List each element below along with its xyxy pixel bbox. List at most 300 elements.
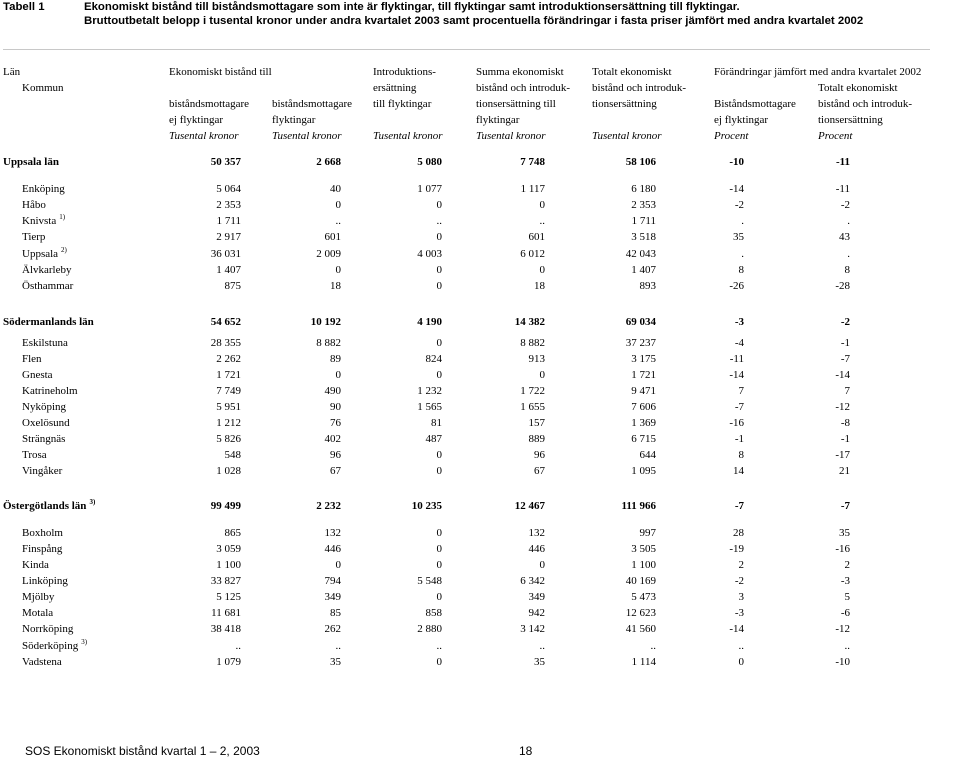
row-name bbox=[22, 214, 65, 229]
cell-col5: 644 bbox=[639, 449, 656, 461]
row-name-text: Norrköping bbox=[22, 623, 74, 635]
cell-col5: 6 715 bbox=[631, 433, 656, 445]
row-name bbox=[22, 558, 49, 572]
row-name-text: Gnesta bbox=[22, 369, 53, 381]
municipality-row bbox=[0, 416, 960, 431]
cell-col6: -10 bbox=[729, 156, 744, 168]
cell-col1: 548 bbox=[224, 449, 241, 461]
cell-col7: -17 bbox=[835, 449, 850, 461]
cell-col3: 0 bbox=[436, 465, 442, 477]
row-name-text: Vadstena bbox=[22, 656, 62, 668]
cell-col5: 893 bbox=[639, 280, 656, 292]
cell-col6: -3 bbox=[734, 607, 744, 619]
cell-col5: 9 471 bbox=[631, 385, 656, 397]
cell-col3: 0 bbox=[436, 280, 442, 292]
footnote-marker: 3) bbox=[89, 498, 96, 506]
cell-col2: 8 882 bbox=[316, 337, 341, 349]
cell-col7: -8 bbox=[840, 417, 850, 429]
cell-col2: .. bbox=[335, 640, 341, 652]
row-name-text: Tierp bbox=[22, 231, 46, 243]
cell-col4: 7 748 bbox=[520, 156, 545, 168]
cell-col2: 601 bbox=[324, 231, 341, 243]
cell-col4: 0 bbox=[539, 199, 545, 211]
col4-unit: Tusental kronor bbox=[476, 130, 546, 142]
cell-col5: 37 237 bbox=[625, 337, 656, 349]
cell-col5: 1 095 bbox=[631, 465, 656, 477]
cell-col4: 12 467 bbox=[514, 500, 545, 512]
cell-col3: 10 235 bbox=[411, 500, 442, 512]
row-name-text: Eskilstuna bbox=[22, 337, 68, 349]
cell-col3: 2 880 bbox=[417, 623, 442, 635]
row-name-text: Östhammar bbox=[22, 280, 74, 292]
cell-col2: 0 bbox=[335, 559, 341, 571]
col7-line1: Totalt ekonomiskt bbox=[818, 82, 898, 94]
cell-col3: 0 bbox=[436, 337, 442, 349]
cell-col1: 2 353 bbox=[216, 199, 241, 211]
cell-col5: 1 711 bbox=[631, 215, 656, 227]
col4-line1: Summa ekonomiskt bbox=[476, 66, 564, 78]
row-name bbox=[22, 400, 66, 414]
cell-col6: -2 bbox=[734, 199, 744, 211]
row-name-text: Linköping bbox=[22, 575, 68, 587]
cell-col7: -6 bbox=[840, 607, 850, 619]
municipality-row bbox=[0, 247, 960, 262]
table-title-line1: Ekonomiskt bistånd till biståndsmottagare som inte är flyktingar, till flyktingar samt introduktionsersättning till flyktingar. bbox=[84, 1, 740, 13]
header-divider bbox=[3, 49, 930, 50]
cell-col2: 2 232 bbox=[316, 500, 341, 512]
col-kommun: Kommun bbox=[22, 82, 64, 94]
cell-col3: 0 bbox=[436, 449, 442, 461]
cell-col5: 1 369 bbox=[631, 417, 656, 429]
cell-col2: 490 bbox=[324, 385, 341, 397]
cell-col5: 111 966 bbox=[621, 500, 656, 512]
cell-col4: 6 012 bbox=[520, 248, 545, 260]
row-name bbox=[22, 263, 71, 277]
cell-col4: 157 bbox=[528, 417, 545, 429]
row-name-text: Motala bbox=[22, 607, 54, 619]
footnote-marker: 1) bbox=[59, 213, 66, 221]
cell-col1: 28 355 bbox=[210, 337, 241, 349]
cell-col4: 1 655 bbox=[520, 401, 545, 413]
cell-col4: 0 bbox=[539, 369, 545, 381]
cell-col7: -1 bbox=[840, 337, 850, 349]
cell-col3: 81 bbox=[431, 417, 442, 429]
cell-col7: -10 bbox=[835, 656, 850, 668]
cell-col2: .. bbox=[335, 215, 341, 227]
cell-col4: 1 722 bbox=[520, 385, 545, 397]
cell-col6: 28 bbox=[733, 527, 744, 539]
cell-col7: -14 bbox=[835, 369, 850, 381]
municipality-row bbox=[0, 352, 960, 367]
col4-line4: flyktingar bbox=[476, 114, 520, 126]
cell-col3: 5 548 bbox=[417, 575, 442, 587]
cell-col1: 1 100 bbox=[216, 559, 241, 571]
col1-unit: Tusental kronor bbox=[169, 130, 239, 142]
cell-col6: 8 bbox=[738, 449, 744, 461]
cell-col1: 5 125 bbox=[216, 591, 241, 603]
row-name bbox=[22, 542, 62, 556]
municipality-row bbox=[0, 622, 960, 637]
row-name bbox=[22, 384, 78, 398]
cell-col5: 5 473 bbox=[631, 591, 656, 603]
row-name bbox=[22, 574, 68, 588]
cell-col2: 0 bbox=[335, 264, 341, 276]
cell-col3: 0 bbox=[436, 543, 442, 555]
cell-col3: 0 bbox=[436, 264, 442, 276]
row-name bbox=[22, 622, 73, 636]
cell-col6: -7 bbox=[734, 401, 744, 413]
cell-col3: 0 bbox=[436, 369, 442, 381]
footer-text: SOS Ekonomiskt bistånd kvartal 1 – 2, 2003 bbox=[25, 744, 260, 758]
cell-col7: -7 bbox=[840, 500, 850, 512]
cell-col4: 132 bbox=[528, 527, 545, 539]
cell-col1: 875 bbox=[224, 280, 241, 292]
col4-line2: bistånd och introduk- bbox=[476, 82, 571, 94]
row-name-text: Enköping bbox=[22, 183, 65, 195]
county-row bbox=[0, 499, 960, 514]
cell-col2: 10 192 bbox=[310, 316, 341, 328]
cell-col7: -11 bbox=[835, 156, 850, 168]
cell-col2: 794 bbox=[324, 575, 341, 587]
cell-col6: -3 bbox=[734, 316, 744, 328]
col5-line3: tionsersättning bbox=[592, 98, 657, 110]
row-name-text: Flen bbox=[22, 353, 42, 365]
cell-col2: 262 bbox=[324, 623, 341, 635]
municipality-row bbox=[0, 214, 960, 229]
cell-col7: 8 bbox=[844, 264, 850, 276]
row-name bbox=[22, 230, 45, 244]
cell-col1: 33 827 bbox=[210, 575, 241, 587]
municipality-row bbox=[0, 655, 960, 670]
cell-col1: 5 826 bbox=[216, 433, 241, 445]
row-name bbox=[22, 606, 53, 620]
county-row bbox=[0, 315, 960, 330]
cell-col4: 349 bbox=[528, 591, 545, 603]
municipality-row bbox=[0, 464, 960, 479]
municipality-row bbox=[0, 368, 960, 383]
col3-line1: Introduktions- bbox=[373, 66, 436, 78]
cell-col3: 4 190 bbox=[417, 316, 442, 328]
cell-col6: -1 bbox=[734, 433, 744, 445]
cell-col2: 402 bbox=[324, 433, 341, 445]
cell-col4: 913 bbox=[528, 353, 545, 365]
cell-col2: 0 bbox=[335, 199, 341, 211]
footnote-marker: 3) bbox=[81, 638, 88, 646]
col5-unit: Tusental kronor bbox=[592, 130, 662, 142]
cell-col3: .. bbox=[436, 640, 442, 652]
municipality-row bbox=[0, 590, 960, 605]
cell-col2: 76 bbox=[330, 417, 341, 429]
municipality-row bbox=[0, 526, 960, 541]
row-name bbox=[22, 182, 65, 196]
cell-col5: .. bbox=[650, 640, 656, 652]
col6-unit: Procent bbox=[714, 130, 749, 142]
cell-col6: . bbox=[741, 248, 744, 260]
municipality-row bbox=[0, 279, 960, 294]
row-name bbox=[22, 198, 46, 212]
cell-col4: 8 882 bbox=[520, 337, 545, 349]
row-name-text: Mjölby bbox=[22, 591, 55, 603]
municipality-row bbox=[0, 400, 960, 415]
cell-col1: 38 418 bbox=[210, 623, 241, 635]
page-number: 18 bbox=[519, 744, 533, 758]
cell-col4: 96 bbox=[534, 449, 545, 461]
cell-col6: 2 bbox=[738, 559, 744, 571]
cell-col6: 14 bbox=[733, 465, 744, 477]
cell-col4: 889 bbox=[528, 433, 545, 445]
row-name-text: Uppsala län bbox=[3, 156, 59, 168]
cell-col6: 8 bbox=[738, 264, 744, 276]
cell-col7: -12 bbox=[835, 401, 850, 413]
cell-col4: 446 bbox=[528, 543, 545, 555]
row-name-text: Oxelösund bbox=[22, 417, 70, 429]
row-name-text: Strängnäs bbox=[22, 433, 66, 445]
cell-col5: 2 353 bbox=[631, 199, 656, 211]
cell-col5: 1 407 bbox=[631, 264, 656, 276]
cell-col7: -2 bbox=[840, 316, 850, 328]
row-name-text: Uppsala bbox=[22, 248, 59, 260]
cell-col1: 2 917 bbox=[216, 231, 241, 243]
col2-unit: Tusental kronor bbox=[272, 130, 342, 142]
cell-col4: 14 382 bbox=[514, 316, 545, 328]
municipality-row bbox=[0, 230, 960, 245]
cell-col5: 3 505 bbox=[631, 543, 656, 555]
cell-col1: 3 059 bbox=[216, 543, 241, 555]
cell-col2: 18 bbox=[330, 280, 341, 292]
cell-col1: 7 749 bbox=[216, 385, 241, 397]
county-row bbox=[0, 155, 960, 170]
cell-col6: 0 bbox=[738, 656, 744, 668]
cell-col7: 35 bbox=[839, 527, 850, 539]
col3-unit: Tusental kronor bbox=[373, 130, 443, 142]
cell-col4: 601 bbox=[528, 231, 545, 243]
cell-col7: -12 bbox=[835, 623, 850, 635]
cell-col1: 1 028 bbox=[216, 465, 241, 477]
cell-col3: 0 bbox=[436, 527, 442, 539]
cell-col4: 0 bbox=[539, 559, 545, 571]
col7-unit: Procent bbox=[818, 130, 853, 142]
cell-col5: 1 721 bbox=[631, 369, 656, 381]
cell-col1: 54 652 bbox=[210, 316, 241, 328]
cell-col3: 487 bbox=[425, 433, 442, 445]
cell-col1: 99 499 bbox=[210, 500, 241, 512]
row-name-text: Södermanlands län bbox=[3, 316, 94, 328]
cell-col6: -16 bbox=[729, 417, 744, 429]
cell-col6: -14 bbox=[729, 369, 744, 381]
cell-col3: 0 bbox=[436, 591, 442, 603]
cell-col5: 7 606 bbox=[631, 401, 656, 413]
cell-col6: -26 bbox=[729, 280, 744, 292]
cell-col7: 7 bbox=[844, 385, 850, 397]
cell-col3: .. bbox=[436, 215, 442, 227]
cell-col5: 58 106 bbox=[625, 156, 656, 168]
cell-col4: .. bbox=[539, 215, 545, 227]
cell-col1: .. bbox=[235, 640, 241, 652]
col5-line1: Totalt ekonomiskt bbox=[592, 66, 672, 78]
cell-col2: 349 bbox=[324, 591, 341, 603]
row-name-text: Söderköping bbox=[22, 640, 79, 652]
cell-col5: 3 518 bbox=[631, 231, 656, 243]
cell-col2: 40 bbox=[330, 183, 341, 195]
row-name-text: Vingåker bbox=[22, 465, 63, 477]
cell-col7: 2 bbox=[844, 559, 850, 571]
row-name bbox=[22, 368, 53, 382]
row-name-text: Nyköping bbox=[22, 401, 66, 413]
cell-col5: 1 114 bbox=[631, 656, 656, 668]
col7-line3: tionsersättning bbox=[818, 114, 883, 126]
cell-col4: 18 bbox=[534, 280, 545, 292]
row-name bbox=[3, 499, 95, 514]
col6-line1: Biståndsmottagare bbox=[714, 98, 796, 110]
municipality-row bbox=[0, 198, 960, 213]
cell-col7: -16 bbox=[835, 543, 850, 555]
cell-col7: -7 bbox=[840, 353, 850, 365]
cell-col7: -28 bbox=[835, 280, 850, 292]
cell-col6: 35 bbox=[733, 231, 744, 243]
col-lan: Län bbox=[3, 66, 21, 78]
cell-col6: . bbox=[741, 215, 744, 227]
cell-col3: 4 003 bbox=[417, 248, 442, 260]
cell-col5: 1 100 bbox=[631, 559, 656, 571]
cell-col3: 0 bbox=[436, 559, 442, 571]
cell-col1: 865 bbox=[224, 527, 241, 539]
cell-col6: -4 bbox=[734, 337, 744, 349]
row-name-text: Trosa bbox=[22, 449, 47, 461]
cell-col1: 50 357 bbox=[210, 156, 241, 168]
cell-col3: 0 bbox=[436, 231, 442, 243]
footnote-marker: 2) bbox=[61, 246, 67, 254]
row-name-text: Östergötlands län bbox=[3, 500, 87, 512]
cell-col5: 6 180 bbox=[631, 183, 656, 195]
cell-col1: 1 711 bbox=[216, 215, 241, 227]
cell-col7: -2 bbox=[840, 199, 850, 211]
cell-col2: 0 bbox=[335, 369, 341, 381]
cell-col7: 43 bbox=[839, 231, 850, 243]
row-name bbox=[22, 639, 87, 654]
col5-line2: bistånd och introduk- bbox=[592, 82, 687, 94]
row-name bbox=[3, 155, 59, 169]
row-name bbox=[22, 590, 54, 604]
cell-col7: -1 bbox=[840, 433, 850, 445]
cell-col5: 12 623 bbox=[625, 607, 656, 619]
cell-col2: 90 bbox=[330, 401, 341, 413]
cell-col7: .. bbox=[844, 640, 850, 652]
row-name bbox=[22, 279, 73, 293]
cell-col7: . bbox=[847, 215, 850, 227]
cell-col2: 85 bbox=[330, 607, 341, 619]
municipality-row bbox=[0, 384, 960, 399]
cell-col1: 1 721 bbox=[216, 369, 241, 381]
cell-col5: 997 bbox=[639, 527, 656, 539]
row-name bbox=[22, 416, 70, 430]
municipality-row bbox=[0, 336, 960, 351]
cell-col6: -14 bbox=[729, 623, 744, 635]
cell-col1: 2 262 bbox=[216, 353, 241, 365]
cell-col1: 36 031 bbox=[210, 248, 241, 260]
municipality-row bbox=[0, 432, 960, 447]
municipality-row bbox=[0, 542, 960, 557]
cell-col3: 824 bbox=[425, 353, 442, 365]
cell-col7: -11 bbox=[835, 183, 850, 195]
cell-col6: -11 bbox=[729, 353, 744, 365]
cell-col7: -3 bbox=[840, 575, 850, 587]
cell-col4: 3 142 bbox=[520, 623, 545, 635]
cell-col5: 40 169 bbox=[625, 575, 656, 587]
cell-col3: 1 077 bbox=[417, 183, 442, 195]
cell-col6: -2 bbox=[734, 575, 744, 587]
cell-col2: 446 bbox=[324, 543, 341, 555]
col6-line2: ej flyktingar bbox=[714, 114, 769, 126]
cell-col2: 132 bbox=[324, 527, 341, 539]
municipality-row bbox=[0, 182, 960, 197]
cell-col4: 67 bbox=[534, 465, 545, 477]
col2-line1: biståndsmottagare bbox=[272, 98, 353, 110]
row-name-text: Finspång bbox=[22, 543, 63, 555]
row-name-text: Älvkarleby bbox=[22, 264, 72, 276]
row-name-text: Boxholm bbox=[22, 527, 63, 539]
row-name bbox=[22, 655, 62, 669]
cell-col1: 1 079 bbox=[216, 656, 241, 668]
col-eb-till: Ekonomiskt bistånd till bbox=[169, 66, 272, 78]
col7-line2: bistånd och introduk- bbox=[818, 98, 913, 110]
cell-col4: 6 342 bbox=[520, 575, 545, 587]
row-name bbox=[22, 448, 47, 462]
row-name-text: Håbo bbox=[22, 199, 46, 211]
row-name bbox=[22, 526, 63, 540]
cell-col7: . bbox=[847, 248, 850, 260]
cell-col2: 67 bbox=[330, 465, 341, 477]
cell-col1: 5 951 bbox=[216, 401, 241, 413]
cell-col7: 21 bbox=[839, 465, 850, 477]
municipality-row bbox=[0, 263, 960, 278]
row-name bbox=[22, 464, 62, 478]
col3-line3: till flyktingar bbox=[373, 98, 432, 110]
cell-col7: 5 bbox=[844, 591, 850, 603]
cell-col1: 5 064 bbox=[216, 183, 241, 195]
cell-col1: 1 212 bbox=[216, 417, 241, 429]
cell-col3: 0 bbox=[436, 199, 442, 211]
cell-col2: 35 bbox=[330, 656, 341, 668]
row-name-text: Knivsta bbox=[22, 215, 57, 227]
cell-col4: 942 bbox=[528, 607, 545, 619]
municipality-row bbox=[0, 448, 960, 463]
row-name bbox=[22, 432, 65, 446]
municipality-row bbox=[0, 574, 960, 589]
municipality-row bbox=[0, 558, 960, 573]
municipality-row bbox=[0, 606, 960, 621]
cell-col1: 1 407 bbox=[216, 264, 241, 276]
cell-col6: -14 bbox=[729, 183, 744, 195]
cell-col2: 2 009 bbox=[316, 248, 341, 260]
cell-col2: 96 bbox=[330, 449, 341, 461]
cell-col6: 3 bbox=[738, 591, 744, 603]
cell-col3: 0 bbox=[436, 656, 442, 668]
col-change-header: Förändringar jämfört med andra kvartalet 2002 bbox=[714, 66, 922, 78]
col2-line2: flyktingar bbox=[272, 114, 316, 126]
row-name-text: Katrineholm bbox=[22, 385, 78, 397]
cell-col6: -7 bbox=[734, 500, 744, 512]
cell-col4: .. bbox=[539, 640, 545, 652]
row-name bbox=[22, 247, 67, 262]
col4-line3: tionsersättning till bbox=[476, 98, 556, 110]
cell-col5: 41 560 bbox=[625, 623, 656, 635]
row-name bbox=[22, 336, 68, 350]
cell-col6: 7 bbox=[738, 385, 744, 397]
cell-col2: 2 668 bbox=[316, 156, 341, 168]
cell-col4: 0 bbox=[539, 264, 545, 276]
cell-col3: 858 bbox=[425, 607, 442, 619]
cell-col4: 35 bbox=[534, 656, 545, 668]
